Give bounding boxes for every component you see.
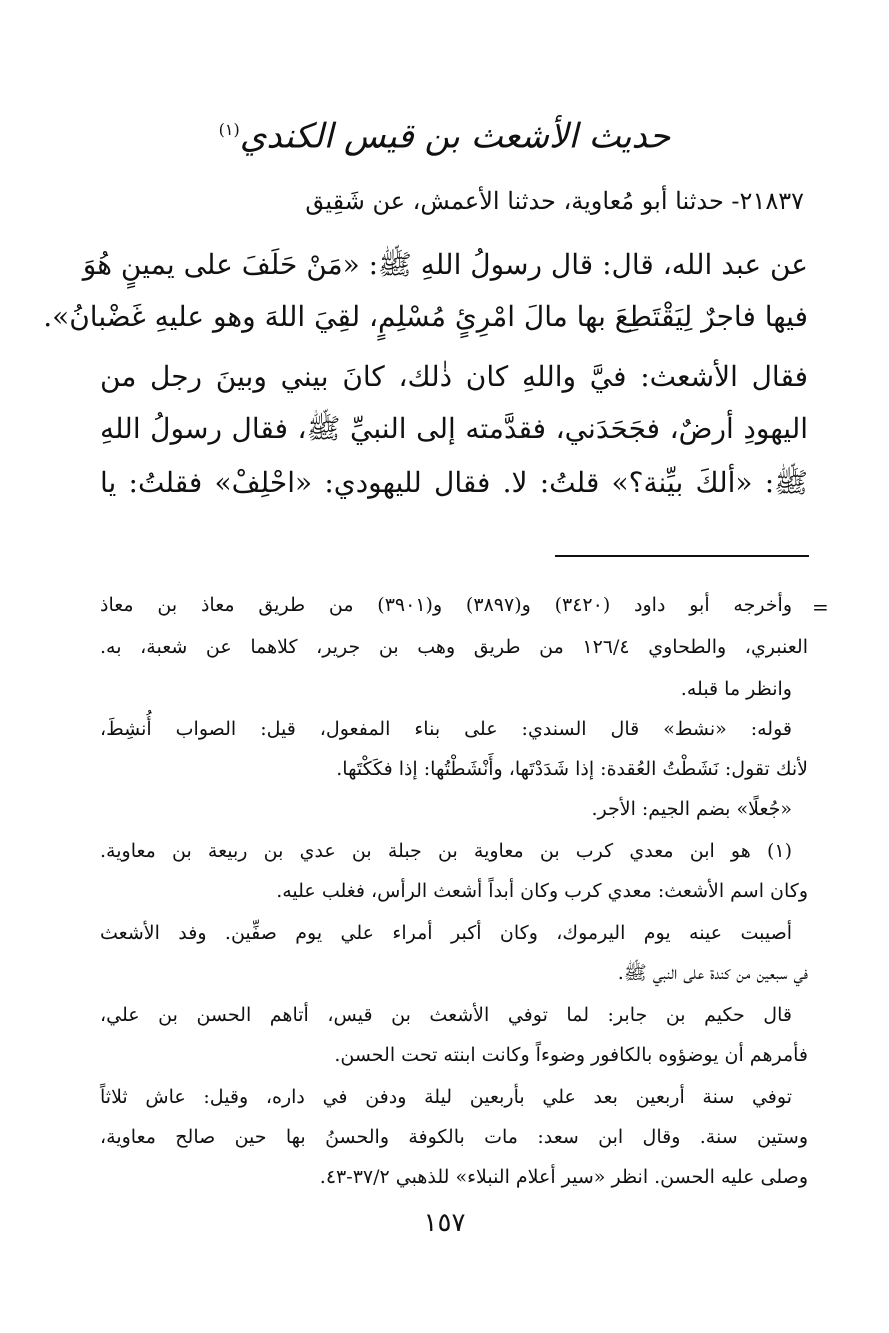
footnote-line: (١) هو ابن معدي كرب بن معاوية بن جبلة بن عدي بن ربيعة بن معاوية.: [100, 840, 792, 862]
footnote-line: في سبعين من كندة على النبي ﷺ.: [617, 962, 808, 984]
footnote-line: قوله: «نشط» قال السندي: على بناء المفعول، قيل: الصواب أُنشِطَ،: [100, 718, 792, 740]
footnote-line: «جُعلًا» بضم الجيم: الأجر.: [591, 798, 792, 820]
hadith-line: فيها فاجرٌ لِيَقْتَطِعَ بها مالَ امْرِئٍ مُسْلِمٍ، لقِيَ اللهَ وهو عليهِ غَضْبانُ».: [43, 300, 808, 333]
footnote-line: لأنك تقول: نَشَطْتُ العُقدة: إذا شَدَدْتَها، وأَنْشَطْتُها: إذا فكَكْتَها.: [336, 758, 808, 780]
section-title: [100, 100, 789, 166]
footnote-line: قال حكيم بن جابر: لما توفي الأشعث بن قيس، أتاهم الحسن بن علي،: [100, 1004, 792, 1026]
hadith-line: عن عبد الله، قال: قال رسولُ اللهِ ﷺ: «مَنْ حَلَفَ على يمينٍ هُوَ: [82, 248, 808, 281]
footnote-line: فأمرهم أن يوضؤوه بالكافور وضوءاً وكانت ابنته تحت الحسن.: [334, 1044, 808, 1066]
section-title-text: حديث الأشعث بن قيس الكندي: [239, 116, 671, 157]
hadith-line: فقال الأشعث: فيَّ واللهِ كان ذٰلك، كانَ بيني وبينَ رجل من: [100, 360, 808, 393]
footnote-line: العنبري، والطحاوي ١٢٦/٤ من طريق وهب بن جرير، كلاهما عن شعبة، به.: [100, 636, 808, 658]
footnote-divider: [555, 555, 809, 557]
footnote-line: وكان اسم الأشعث: معدي كرب وكان أبداً أشعث الرأس، فغلب عليه.: [276, 880, 808, 902]
hadith-line: اليهودِ أرضٌ، فجَحَدَني، فقدَّمته إلى النبيِّ ﷺ، فقال رسولُ اللهِ: [100, 412, 808, 445]
page-number: ١٥٧: [423, 1208, 466, 1238]
footnote-line: توفي سنة أربعين بعد علي بأربعين ليلة ودفن في داره، وقيل: عاش ثلاثاً: [100, 1086, 792, 1108]
footnote-line: أصيبت عينه يوم اليرموك، وكان أكبر أمراء علي يوم صفِّين. وفد الأشعث: [100, 922, 792, 944]
footnote-line: وأخرجه أبو داود (٣٤٢٠) و(٣٨٩٧) و(٣٩٠١) من طريق معاذ بن معاذ: [100, 594, 793, 616]
title-footnote-ref: (١): [218, 120, 240, 139]
footnote-line: وانظر ما قبله.: [680, 678, 792, 700]
hadith-header: ٢١٨٣٧- حدثنا أبو مُعاوية، حدثنا الأعمش، عن شَقِيق: [305, 187, 804, 215]
hadith-line: ﷺ: «ألكَ بيِّنة؟» قلتُ: لا. فقال لليهودي: «احْلِفْ» فقلتُ: يا: [100, 466, 808, 499]
footnote-line: وصلى عليه الحسن. انظر «سير أعلام النبلاء» للذهبي ٣٧/٢-٤٣.: [319, 1166, 808, 1188]
continuation-marker: =: [812, 595, 829, 619]
footnote-line: وستين سنة. وقال ابن سعد: مات بالكوفة والحسنُ بها حين صالح معاوية،: [100, 1126, 808, 1148]
